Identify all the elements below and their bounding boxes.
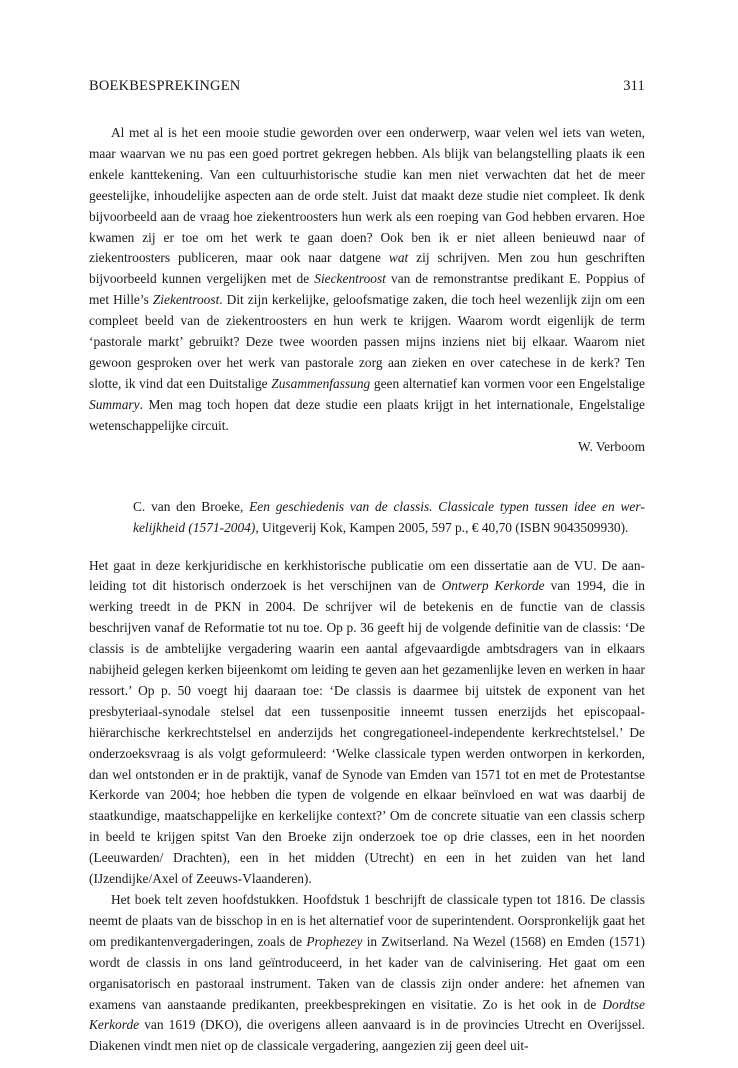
reviewer-signature: W. Verboom [578,438,645,454]
text-run: Al met al is het een mooie studie geworden over een onderwerp, waar velen wel iets van weten, maar waarvan we nu pas een goed portret gekregen hebben. Als blijk van belangstelling plaats ik een enkele kanttekening. Van een cultuurhistorische studie kan men niet verwachten dat het de meer geestelijke, inhoudelijke aspecten aan de orde stelt. Juist dat maakt deze studie niet compleet. Ik denk bijvoorbeeld aan de vraag hoe ziekentroosters hun werk als een roeping van God hebben ervaren. Hoe kwamen zij er toe om het werk te gaan doen? Ook ben ik er niet alleen benieuwd naar of ziekentroosters publiceren, maar ook naar datgene [89,125,645,266]
text-run: Het gaat in deze kerkjuridische en kerkhistorische publicatie om een dissertatie aan de VU. De aanleiding tot dit historisch onderzoek is het verschijnen van de [89,557,645,594]
text-run: in Zwitserland. Na Wezel (1568) en Emden (1571) wordt de classis in ons land geïntroduceerd, in het kader van de calvinisering. Het gaat om een organisatorisch en pastoraal instrument. Taken van de classis zijn onder andere: het afnemen van examens van aanstaande predikanten, preekbesprekingen en visitatie. Zo is het ook in de [89,933,645,1012]
text-run: . Men mag toch hopen dat deze studie een plaats krijgt in het internationale, Engelstalige wetenschappelijke circuit. [89,396,645,433]
review-paragraph-2 [89,890,645,1057]
text-run: C. van den Broeke, [133,498,250,514]
italic-text: Dordtse Kerkorde [89,996,645,1033]
text-run: zij schrijven. Men zou hun geschriften bijvoorbeeld kunnen vergelijken met de [89,250,645,287]
section-title: BOEKBESPREKINGEN [89,78,241,94]
text-run: . Dit zijn kerkelijke, geloofsmatige zaken, die toch heel wezenlijk zijn om een compleet beeld van de ziekentroosters en hun werk te krijgen. Waarom wordt eigenlijk de term ‘pastorale markt’ gebruikt? Deze twee woorden passen mijns inziens niet bij elkaar. Waarom niet gewoon gesproken over het werk van pastorale zorg aan zieken en over catechese in de kerk? Ten slotte, ik vind dat een Duitstalige [89,292,646,391]
italic-text: Sieckentroost [314,271,386,287]
review-closing-paragraph [89,123,645,437]
italic-text: Zusammenfassung [271,375,371,391]
book-page [89,76,645,1057]
text-run: van 1619 (DKO), die overigens alleen aanvaard is in de provincies Utrecht en Overijssel. Diakenen vindt men niet op de classicale vergadering, aangezien zij geen deel uit- [89,1017,645,1054]
text-run: Het boek telt zeven hoofdstukken. Hoofdstuk 1 beschrijft de classicale typen tot 1816. De classis neemt de plaats van de bisschop in en is het alternatief voor de superintendent. Oorspronkelijk gaat het om predikantenvergaderingen, zoals de [89,892,645,949]
italic-text: Prophezey [306,933,363,949]
text-run: geen alternatief kan vormen voor een Engelstalige [370,375,645,391]
page-number: 311 [623,78,645,94]
review-paragraph-1 [89,556,645,891]
italic-text: wat [388,250,409,266]
italic-text: Een geschiedenis van de classis. Classicale typen tussen idee en werkelijkheid (1571-2004) [133,498,645,535]
italic-text: Summary [89,396,140,412]
italic-text: Ziekentroost [152,292,220,308]
running-header [89,76,645,96]
text-run: , Uitgeverij Kok, Kampen 2005, 597 p., € 40,70 (ISBN 9043509930). [255,519,629,535]
italic-text: Ontwerp Kerkorde [441,578,545,594]
text-run: van de remonstrantse predikant E. Poppius of met Hille’s [89,271,646,308]
book-citation [133,496,645,538]
text-run: van 1994, die in werking treedt in de PKN in 2004. De schrijver wil de betekenis en de functie van de classis beschrijven vanaf de Reformatie tot nu toe. Op p. 36 geeft hij de volgende definitie van de classis: ‘De classis is de ambtelijke vergadering waarin een aantal afgevaardigde ambtsdragers van in elkaars nabijheid gelegen kerken bijeenkomt om leiding te geven aan het gezamenlijke leven en werken in haar ressort.’ Op p. 50 voegt hij daaraan toe: ‘De classis is daarmee bij uitstek de exponent van het presbyteriaal-synodale stelsel dat een tussenpositie inneemt tussen enerzijds het episcopaal-hiërarchische kerkrechtstelsel en anderzijds het congregationeel-independente kerkrechtstelsel.’ De onderzoeksvraag is als volgt geformuleerd: ‘Welke classicale typen werden ontworpen in kerkorden, dan wel ontstonden er in de praktijk, vanaf de Synode van Emden van 1571 tot en met de Protestantse Kerkorde van 2004; hoe hebben die typen de volgende en elkaar beïnvloed en wat was daarbij de staatkundige, maatschappelijke en kerkelijke context?’ Om de concrete situatie van een classis scherp in beeld te krijgen spitst Van den Broeke zijn onderzoek toe op drie classes, een in het noorden (Leeuwarden/ Drachten), een in het midden (Utrecht) en een in het zuiden van het land (IJzendijke/Axel of Zeeuws-Vlaanderen). [89,578,645,887]
